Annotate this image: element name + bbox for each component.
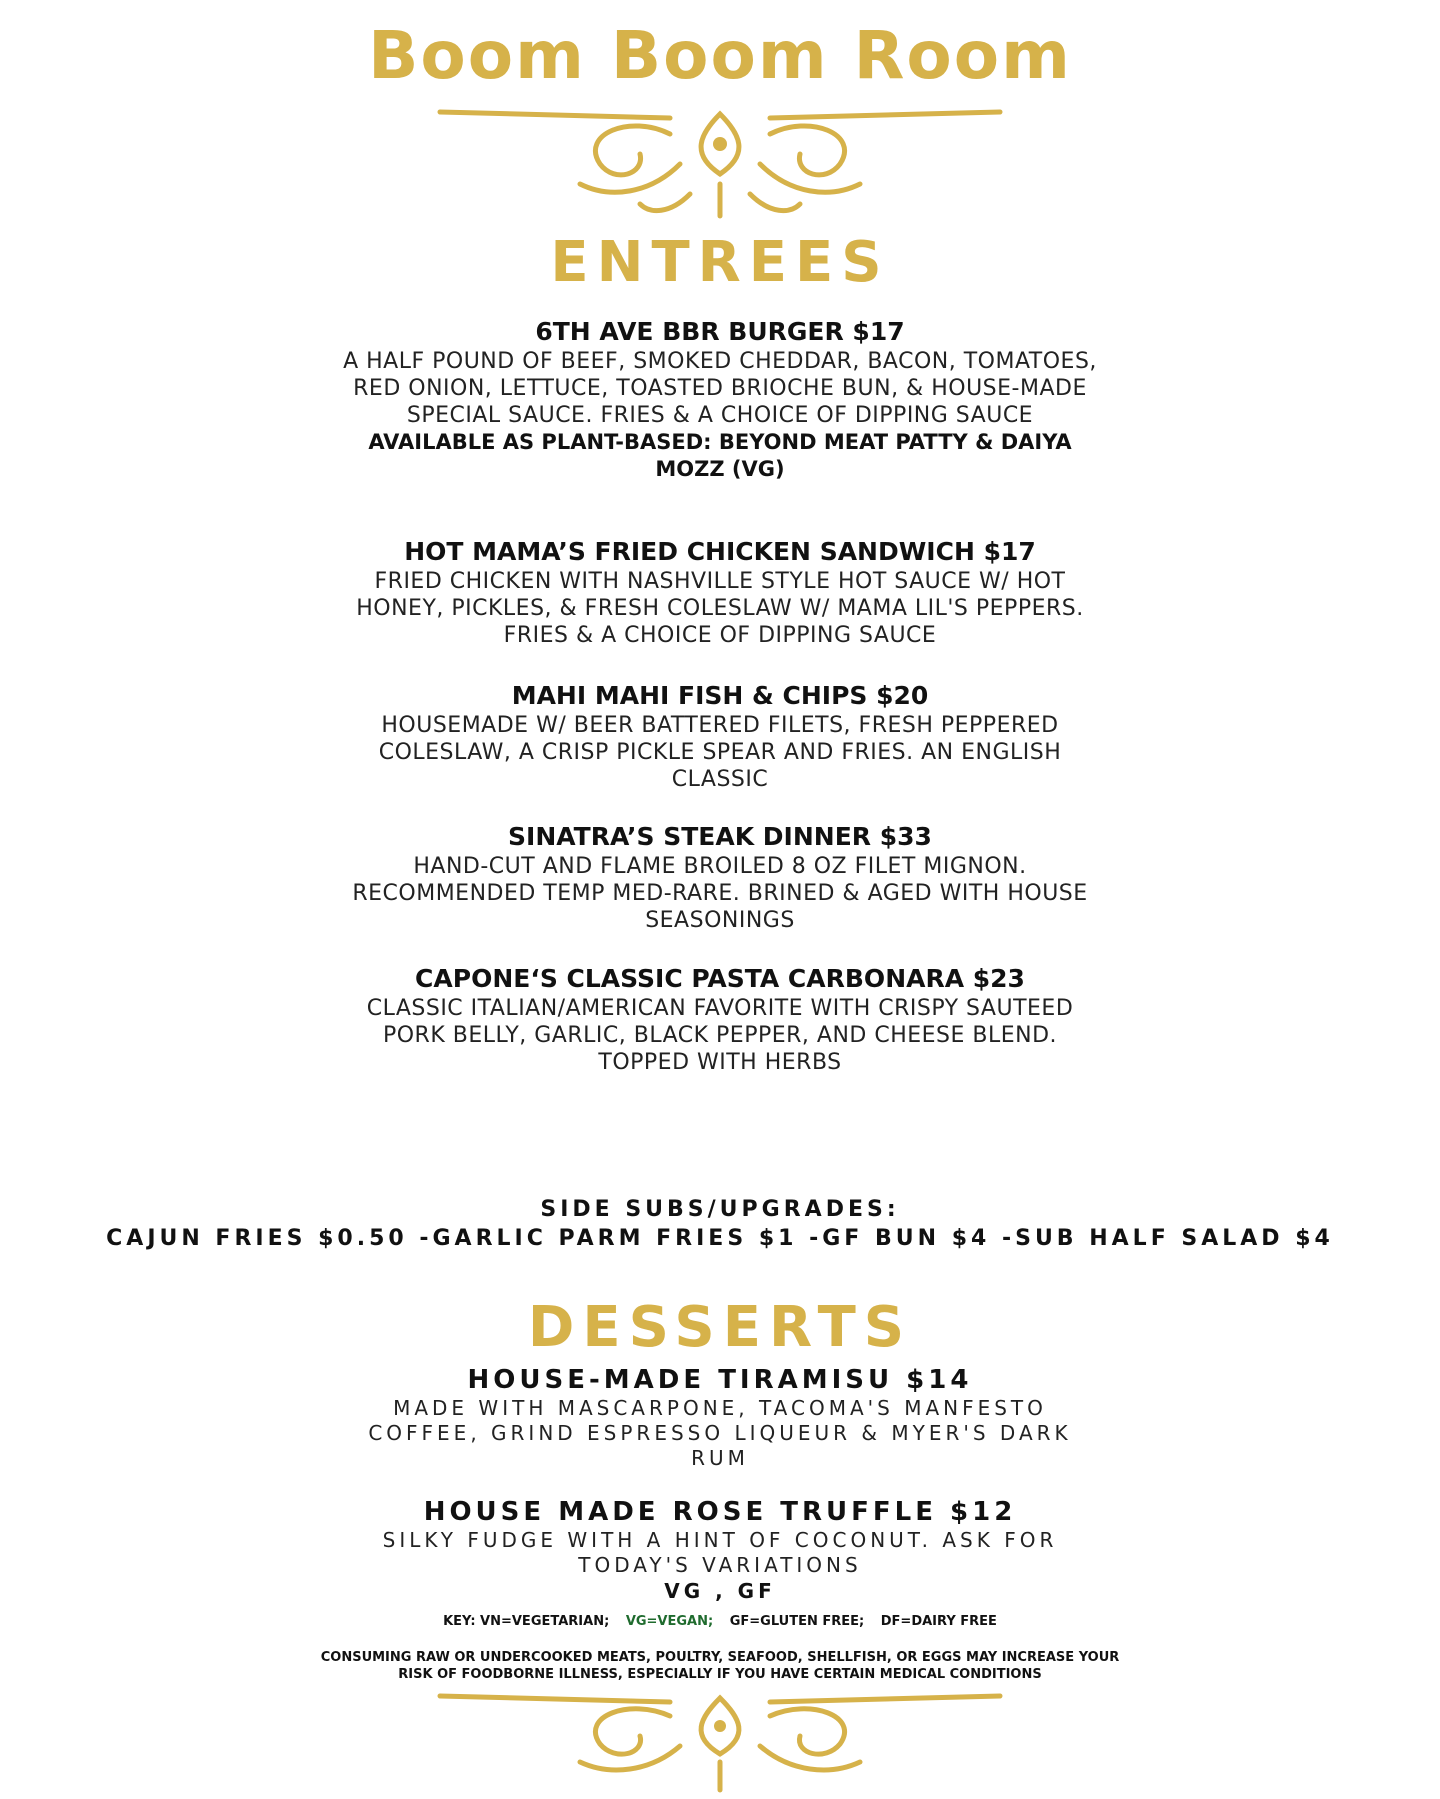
menu-item [340,316,1100,483]
menu-item-note: AVAILABLE AS PLANT-BASED: BEYOND MEAT PATTY & DAIYA MOZZ (VG) [368,430,1072,481]
menu-item-name: 6TH AVE BBR BURGER $17 [535,317,905,346]
menu-item-name: MAHI MAHI FISH & CHIPS $20 [511,681,929,710]
menu-item [340,536,1100,649]
menu-item-name: CAPONE‘S CLASSIC PASTA CARBONARA $23 [415,964,1025,993]
menu-item [340,821,1100,934]
menu-item [340,1364,1100,1471]
menu-item [340,963,1100,1076]
key-vegetarian: KEY: VN=VEGETARIAN; [443,1614,610,1629]
entrees-heading: ENTREES [550,230,890,295]
food-safety-disclaimer: CONSUMING RAW OR UNDERCOOKED MEATS, POULTRY, SEAFOOD, SHELLFISH, OR EGGS MAY INCREASE YOUR RISK OF FOODBORNE ILLNESS, ESPECIALLY IF YOU HAVE CERTAIN MEDICAL CONDITIONS [320,1650,1120,1682]
logo-text: Boom Boom Room [368,17,1072,94]
side-upgrades [0,1195,1440,1253]
menu-item [340,1496,1100,1605]
menu-item [340,680,1100,793]
boom-boom-room-logo [360,12,1080,98]
menu-item-name: SINATRA’S STEAK DINNER $33 [508,822,932,851]
menu-item-description: MADE WITH MASCARPONE, TACOMA'S MANFESTO COFFEE, GRIND ESPRESSO LIQUEUR & MYER'S DARK RUM [368,1396,1072,1470]
dietary-key [0,1614,1440,1629]
key-vegan: VG=VEGAN; [625,1614,714,1629]
menu-item-note: VG , GF [664,1579,776,1603]
menu-item-description: A HALF POUND OF BEEF, SMOKED CHEDDAR, BACON, TOMATOES, RED ONION, LETTUCE, TOASTED BRIOCHE BUN, & HOUSE-MADE SPECIAL SAUCE. FRIES & A CHOICE OF DIPPING SAUCE [343,349,1097,428]
side-upgrades-heading: SIDE SUBS/UPGRADES: [540,1197,900,1222]
ornament-flourish-icon [430,1690,1010,1795]
desserts-heading: DESSERTS [527,1295,913,1360]
menu-item-description: HAND-CUT AND FLAME BROILED 8 OZ FILET MIGNON. RECOMMENDED TEMP MED-RARE. BRINED & AGED WITH HOUSE SEASONINGS [352,854,1088,933]
ornament-flourish-icon [430,104,1010,224]
menu-item-name: HOUSE-MADE TIRAMISU $14 [467,1365,973,1395]
key-gluten-free: GF=GLUTEN FREE; [729,1614,865,1629]
menu-item-description: SILKY FUDGE WITH A HINT OF COCONUT. ASK FOR TODAY'S VARIATIONS [382,1528,1058,1577]
menu-item-description: HOUSEMADE W/ BEER BATTERED FILETS, FRESH PEPPERED COLESLAW, A CRISP PICKLE SPEAR AND FRIES. AN ENGLISH CLASSIC [378,713,1062,792]
side-upgrades-list: CAJUN FRIES $0.50 -GARLIC PARM FRIES $1 -GF BUN $4 -SUB HALF SALAD $4 [106,1226,1334,1251]
menu-item-name: HOT MAMA’S FRIED CHICKEN SANDWICH $17 [404,537,1036,566]
menu-item-description: FRIED CHICKEN WITH NASHVILLE STYLE HOT SAUCE W/ HOT HONEY, PICKLES, & FRESH COLESLAW W/ MAMA LIL'S PEPPERS. FRIES & A CHOICE OF DIPPING SAUCE [356,569,1084,648]
key-dairy-free: DF=DAIRY FREE [880,1614,997,1629]
menu-item-name: HOUSE MADE ROSE TRUFFLE $12 [423,1497,1017,1527]
menu-item-description: CLASSIC ITALIAN/AMERICAN FAVORITE WITH CRISPY SAUTEED PORK BELLY, GARLIC, BLACK PEPPER, AND CHEESE BLEND. TOPPED WITH HERBS [366,996,1074,1075]
